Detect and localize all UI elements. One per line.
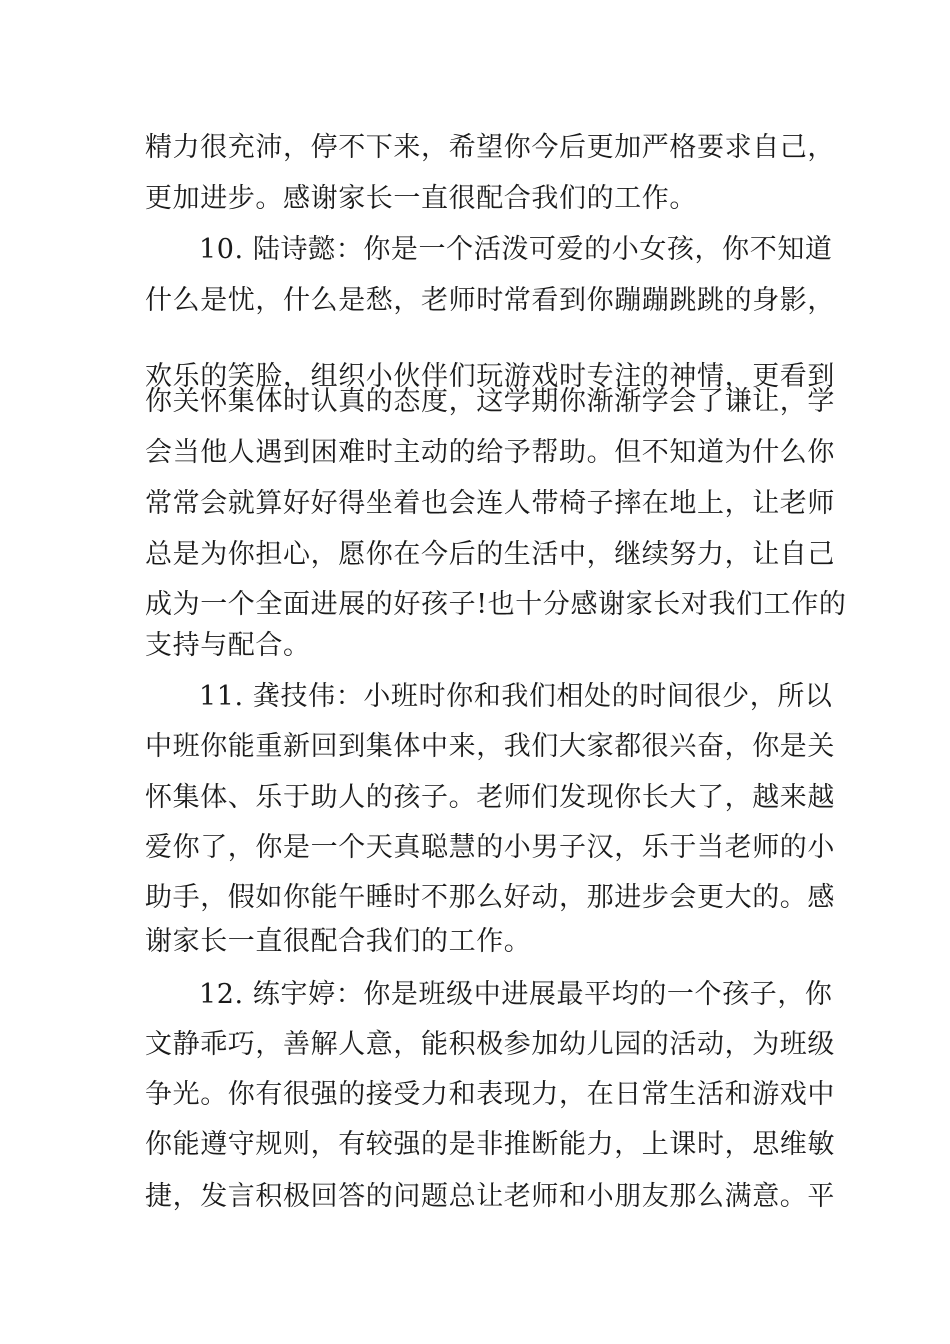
text-line: 爱你了，你是一个天真聪慧的小男子汉，乐于当老师的小 bbox=[145, 832, 835, 863]
text-line: 助手，假如你能午睡时不那么好动，那进步会更大的。感 bbox=[145, 882, 835, 913]
text-line: 你关怀集体时认真的态度，这学期你渐渐学会了谦让，学 bbox=[145, 386, 835, 417]
text-line: 精力很充沛，停不下来，希望你今后更加严格要求自己， bbox=[145, 132, 835, 163]
text-line: 文静乖巧，善解人意，能积极参加幼儿园的活动，为班级 bbox=[145, 1029, 835, 1060]
text-line: 成为一个全面进展的好孩子!也十分感谢家长对我们工作的 bbox=[145, 589, 847, 620]
text-line: 争光。你有很强的接受力和表现力，在日常生活和游戏中 bbox=[145, 1079, 835, 1110]
text-line: 捷，发言积极回答的问题总让老师和小朋友那么满意。平 bbox=[145, 1181, 835, 1212]
text-line: 欢乐的笑脸，组织小伙伴们玩游戏时专注的神情，更看到 bbox=[145, 361, 835, 392]
paragraph-start-line: 11. 龚技伟：小班时你和我们相处的时间很少，所以 bbox=[199, 681, 833, 712]
text-line: 怀集体、乐于助人的孩子。老师们发现你长大了，越来越 bbox=[145, 782, 835, 813]
text-line: 你能遵守规则，有较强的是非推断能力，上课时，思维敏 bbox=[145, 1129, 835, 1160]
text-line: 总是为你担心，愿你在今后的生活中，继续努力，让自己 bbox=[145, 539, 835, 570]
paragraph-start-line: 10. 陆诗懿：你是一个活泼可爱的小女孩，你不知道 bbox=[199, 234, 833, 265]
text-line: 更加进步。感谢家长一直很配合我们的工作。 bbox=[145, 183, 697, 214]
text-line: 中班你能重新回到集体中来，我们大家都很兴奋，你是关 bbox=[145, 731, 835, 762]
text-line: 常常会就算好好得坐着也会连人带椅子摔在地上，让老师 bbox=[145, 488, 835, 519]
text-line: 谢家长一直很配合我们的工作。 bbox=[145, 926, 532, 957]
text-line: 什么是忧，什么是愁，老师时常看到你蹦蹦跳跳的身影， bbox=[145, 285, 835, 316]
text-line: 支持与配合。 bbox=[145, 630, 311, 661]
text-line: 会当他人遇到困难时主动的给予帮助。但不知道为什么你 bbox=[145, 437, 835, 468]
paragraph-start-line: 12. 练宇婷：你是班级中进展最平均的一个孩子，你 bbox=[199, 979, 833, 1010]
